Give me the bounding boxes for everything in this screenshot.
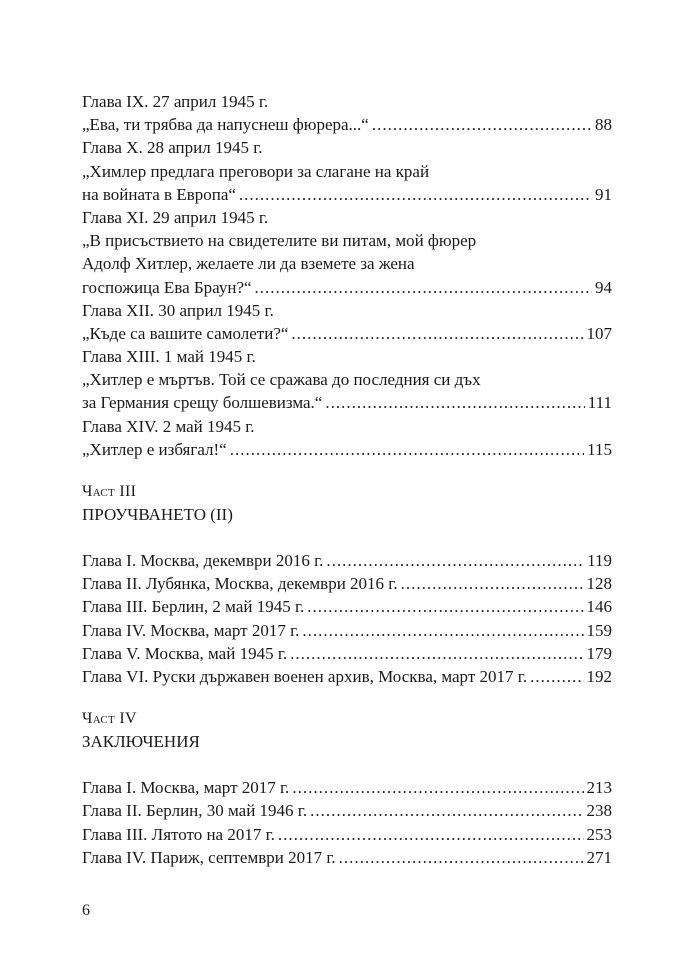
toc-entry	[82, 549, 612, 572]
toc-entry	[82, 438, 612, 461]
dot-leader	[291, 322, 583, 345]
toc-entry-title: Глава V. Москва, май 1945 г.	[82, 643, 288, 663]
chapter-title-line: „В присъствието на свидетелите ви питам, мой фюрер	[82, 231, 477, 251]
toc-entry-page: 179	[586, 643, 612, 663]
chapter-title-line: „Хитлер е мъртъв. Той се сражава до последния си дъх	[82, 370, 481, 390]
dot-leader	[326, 549, 584, 572]
toc-entry-title: Глава III. Лятото на 2017 г.	[82, 824, 275, 844]
chapter-heading: Глава XIV. 2 май 1945 г.	[82, 416, 255, 436]
toc-entry-title: Глава VI. Руски държавен военен архив, Москва, март 2017 г.	[82, 666, 528, 686]
toc-entry-page: 94	[595, 277, 612, 297]
dot-leader	[401, 572, 584, 595]
toc-entry-page: 119	[587, 551, 612, 570]
toc-entry-page: 128	[586, 574, 612, 594]
toc-entry	[82, 595, 612, 618]
toc-entry-page: 159	[586, 620, 612, 640]
part-label: Част III	[82, 483, 137, 500]
dot-leader	[302, 619, 583, 642]
part-label: Част IV	[82, 710, 137, 728]
toc-entry	[82, 665, 612, 688]
part-title: ПРОУЧВАНЕТО (II)	[82, 505, 233, 524]
chapter-title-line: Адолф Хитлер, желаете ли да вземете за жена	[82, 254, 415, 274]
toc-entry-page: 107	[586, 323, 612, 343]
toc-entry	[82, 322, 612, 345]
chapter-title-line: „Химлер предлага преговори за слагане на край	[82, 161, 430, 181]
toc-entry	[82, 846, 612, 869]
dot-leader	[239, 183, 592, 206]
toc-entry-page: 238	[586, 801, 612, 821]
toc-entry-title: на войната в Европа“	[82, 184, 236, 204]
toc-entry-title: Глава II. Берлин, 30 май 1946 г.	[82, 801, 308, 821]
toc-entry	[82, 776, 612, 799]
toc-entry-page: 271	[586, 847, 612, 867]
toc-entry-page: 91	[595, 184, 612, 204]
toc-entry-page: 111	[587, 393, 612, 413]
toc-entry-title: госпожица Ева Браун?“	[82, 277, 252, 297]
toc-entry-page: 192	[586, 666, 612, 686]
page-number: 6	[82, 902, 90, 919]
dot-leader	[325, 391, 584, 414]
toc-entry	[82, 183, 612, 206]
dot-leader	[307, 595, 583, 618]
toc-section-part3	[82, 480, 612, 688]
part-title: ЗАКЛЮЧЕНИЯ	[82, 732, 200, 752]
toc-entry	[82, 391, 612, 414]
toc-entry-title: Глава IV. Париж, септември 2017 г.	[82, 847, 336, 867]
toc-entry-page: 146	[586, 597, 612, 617]
dot-leader	[255, 276, 592, 299]
dot-leader	[292, 776, 583, 799]
dot-leader	[230, 438, 584, 461]
dot-leader	[530, 665, 583, 688]
toc-entry-title: Глава II. Лубянка, Москва, декември 2016 г.	[82, 574, 398, 594]
chapter-heading: Глава XI. 29 април 1945 г.	[82, 207, 269, 227]
dot-leader	[278, 823, 584, 846]
toc-section-part2-continued	[82, 90, 612, 461]
toc-entry-page: 115	[587, 439, 612, 459]
dot-leader	[372, 113, 592, 136]
toc-entry-title: „Къде са вашите самолети?“	[82, 323, 289, 343]
toc-entry-title: Глава I. Москва, март 2017 г.	[82, 778, 290, 798]
toc-entry-title: за Германия срещу болшевизма.“	[82, 393, 323, 413]
toc-entry-title: Глава III. Берлин, 2 май 1945 г.	[82, 597, 305, 617]
toc-entry	[82, 799, 612, 822]
toc-entry	[82, 642, 612, 665]
chapter-heading: Глава IX. 27 април 1945 г.	[82, 92, 269, 111]
toc-entry-title: Глава IV. Москва, март 2017 г.	[82, 620, 300, 640]
dot-leader	[290, 642, 583, 665]
chapter-heading: Глава XIII. 1 май 1945 г.	[82, 347, 256, 367]
dot-leader	[310, 799, 583, 822]
toc-entry-page: 213	[586, 778, 612, 798]
toc-entry-title: „Хитлер е избягал!“	[82, 439, 227, 459]
toc-entry	[82, 619, 612, 642]
dot-leader	[339, 846, 584, 869]
toc-entry	[82, 276, 612, 299]
toc-entry	[82, 572, 612, 595]
toc-entry-page: 88	[595, 115, 612, 135]
chapter-heading: Глава X. 28 април 1945 г.	[82, 138, 263, 158]
toc-entry-title: Глава I. Москва, декември 2016 г.	[82, 551, 324, 570]
toc-entry-page: 253	[586, 824, 612, 844]
toc-entry-title: „Ева, ти трябва да напуснеш фюрера...“	[82, 115, 369, 135]
table-of-contents	[82, 90, 612, 869]
toc-section-part4	[82, 707, 612, 869]
chapter-heading: Глава XII. 30 април 1945 г.	[82, 300, 274, 320]
toc-entry	[82, 113, 612, 136]
toc-entry	[82, 823, 612, 846]
